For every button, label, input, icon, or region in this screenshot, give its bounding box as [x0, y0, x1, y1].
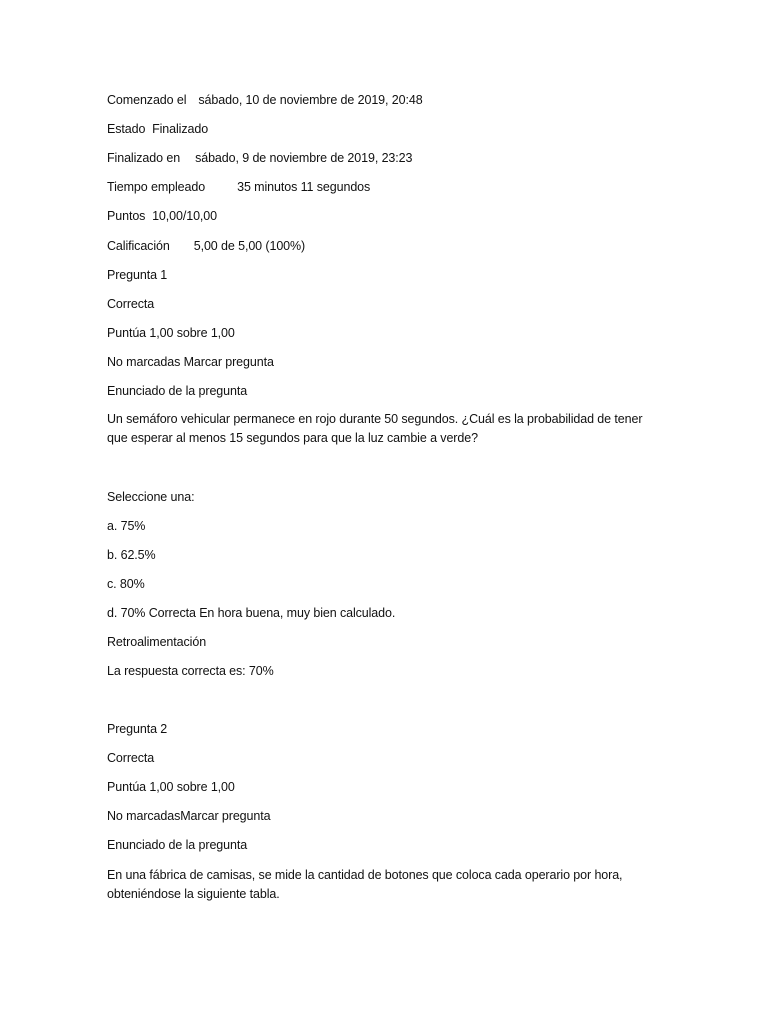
question2-score: Puntúa 1,00 sobre 1,00: [107, 780, 235, 794]
question1-score: Puntúa 1,00 sobre 1,00: [107, 326, 235, 340]
question1-option-c[interactable]: c. 80%: [107, 577, 145, 591]
grade-row: [107, 237, 305, 255]
question1-statement-line: Un semáforo vehicular permanece en rojo durante 50 segundos. ¿Cuál es la probabilidad de tener: [107, 412, 643, 426]
time-label: Tiempo empleado: [107, 180, 206, 194]
time-row: [107, 178, 370, 196]
question1-feedback-text: La respuesta correcta es: 70%: [107, 664, 274, 678]
question2-status: Correcta: [107, 751, 155, 765]
question1-statement: [107, 410, 655, 448]
state-label: Estado: [107, 122, 146, 136]
question1-title: Pregunta 1: [107, 268, 168, 282]
question1-status: Correcta: [107, 297, 155, 311]
question2-statement-label: Enunciado de la pregunta: [107, 838, 248, 852]
finished-label: Finalizado en: [107, 151, 181, 165]
question2-statement: [107, 866, 655, 904]
state-row: [107, 120, 208, 138]
started-value: sábado, 10 de noviembre de 2019, 20:48: [198, 93, 423, 107]
grade-value: 5,00 de 5,00 (100%): [193, 239, 306, 253]
question1-option-d[interactable]: d. 70% Correcta En hora buena, muy bien calculado.: [107, 606, 396, 620]
started-label: Comenzado el: [107, 93, 187, 107]
finished-value: sábado, 9 de noviembre de 2019, 23:23: [195, 151, 413, 165]
points-row: [107, 207, 217, 225]
question1-statement-line: que esperar al menos 15 segundos para que la luz cambie a verde?: [107, 431, 478, 445]
question1-option-a[interactable]: a. 75%: [107, 519, 146, 533]
points-label: Puntos: [107, 209, 146, 223]
question1-feedback-label: Retroalimentación: [107, 635, 207, 649]
question2-title: Pregunta 2: [107, 722, 168, 736]
finished-row: [107, 149, 412, 167]
question1-statement-label: Enunciado de la pregunta: [107, 384, 248, 398]
state-value: Finalizado: [152, 122, 209, 136]
question1-option-b[interactable]: b. 62.5%: [107, 548, 156, 562]
question2-statement-line: En una fábrica de camisas, se mide la cantidad de botones que coloca cada operario por hora,: [107, 868, 623, 882]
started-row: [107, 91, 423, 109]
points-value: 10,00/10,00: [152, 209, 218, 223]
question1-select-label: Seleccione una:: [107, 490, 195, 504]
question2-flag[interactable]: No marcadasMarcar pregunta: [107, 809, 271, 823]
grade-label: Calificación: [107, 239, 170, 253]
question1-flag[interactable]: No marcadas Marcar pregunta: [107, 355, 274, 369]
time-value: 35 minutos 11 segundos: [237, 180, 371, 194]
question2-statement-line: obteniéndose la siguiente tabla.: [107, 887, 280, 901]
